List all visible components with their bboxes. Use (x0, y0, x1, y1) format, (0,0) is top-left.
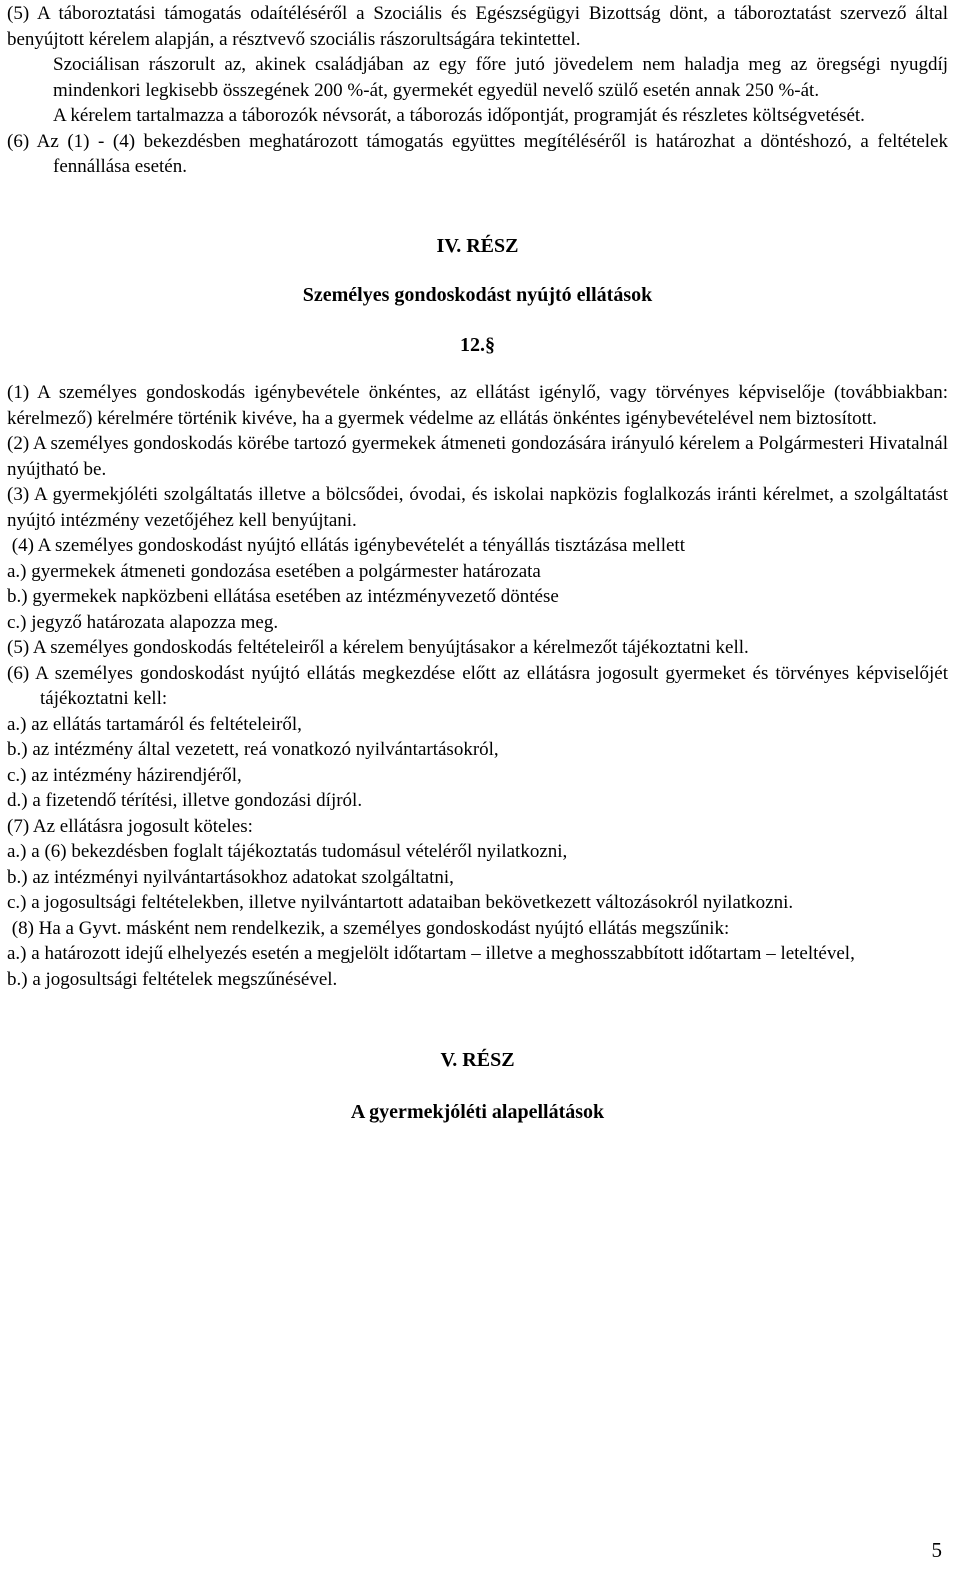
s12-p6-item-b: b.) az intézmény által vezetett, reá vonatkozó nyilvántartásokról, (7, 739, 499, 760)
s12-p4-item-b: b.) gyermekek napközbeni ellátása esetében az intézményvezető döntése (7, 586, 559, 607)
s12-p6-item-a: a.) az ellátás tartamáról és feltételeiről, (7, 713, 302, 735)
s12-p6-item-d: d.) a fizetendő térítési, illetve gondozási díjról. (7, 790, 363, 811)
section-12-heading: 12.§ (460, 333, 495, 356)
s12-paragraph-4-intro: (4) A személyes gondoskodást nyújtó ellátás igénybevételét a tényállás tisztázása mellett (7, 535, 685, 556)
s12-p8-item-a: a.) a határozott idejű elhelyezés esetén a megjelölt időtartam – illetve a meghosszabbított időtartam – leteltével, (7, 943, 855, 964)
paragraph-6-joint-support: (6) Az (1) - (4) bekezdésben meghatározott támogatás együttes megítéléséről is határozhat a döntéshozó, a feltételek fennállása esetén. (7, 130, 948, 177)
s12-p4-item-c: c.) jegyző határozata alapozza meg. (7, 611, 279, 633)
s12-p8-item-b: b.) a jogosultsági feltételek megszűnésével. (7, 968, 338, 990)
s12-p7-item-a: a.) a (6) bekezdésben foglalt tájékoztatás tudomásul vételéről nyilatkozni, (7, 841, 568, 862)
s12-p4-item-a: a.) gyermekek átmeneti gondozása esetében a polgármester határozata (7, 560, 541, 582)
s12-p6-item-c: c.) az intézmény házirendjéről, (7, 764, 242, 786)
paragraph-social-need: Szociálisan rászorult az, akinek családjában az egy főre jutó jövedelem nem haladja meg az öregségi nyugdíj mindenkori legkisebb összegének 200 %-át, gyermekét egyedül nevelő szülő esetén annak 250 %-át. (53, 54, 948, 101)
page-number: 5 (931, 1537, 942, 1562)
s12-paragraph-1: (1) A személyes gondoskodás igénybevétele önkéntes, az ellátást igénylő, vagy törvényes képviselője (továbbiakban: kérelmező) kérelmére történik kivéve, ha a gyermek védelme az ellátás önkéntes igénybevételével nem biztosított. (7, 382, 948, 429)
s12-paragraph-8-intro: (8) Ha a Gyvt. másként nem rendelkezik, a személyes gondoskodást nyújtó ellátás megszűnik: (7, 917, 730, 939)
document-body (7, 0, 948, 1125)
s12-paragraph-7-intro: (7) Az ellátásra jogosult köteles: (7, 815, 253, 837)
part-5-subtitle: A gyermekjóléti alapellátások (350, 1100, 605, 1123)
part-4-subtitle: Személyes gondoskodást nyújtó ellátások (302, 284, 653, 306)
part-4-title: IV. RÉSZ (436, 234, 519, 257)
s12-p7-item-c: c.) a jogosultsági feltételekben, illetve nyilvántartott adataiban bekövetkezett változásokról nyilatkozni. (7, 892, 794, 913)
s12-paragraph-2: (2) A személyes gondoskodás körébe tartozó gyermekek átmeneti gondozására irányuló kérelem a Polgármesteri Hivatalnál nyújtható be. (7, 433, 948, 480)
s12-paragraph-6-intro: (6) A személyes gondoskodást nyújtó ellátás megkezdése előtt az ellátásra jogosult gyermeket és törvényes képviselőjét tájékoztatni kell: (7, 662, 948, 709)
s12-paragraph-3: (3) A gyermekjóléti szolgáltatás illetve a bölcsődei, óvodai, és iskolai napközis foglalkozás iránti kérelmet, a szolgáltatást nyújtó intézmény vezetőjéhez kell benyújtani. (7, 484, 948, 531)
s12-p7-item-b: b.) az intézményi nyilvántartásokhoz adatokat szolgáltatni, (7, 866, 454, 888)
paragraph-5-camp-support: (5) A táboroztatási támogatás odaítéléséről a Szociális és Egészségügyi Bizottság dönt, a táboroztatást szervező által benyújtott kérelem alapján, a résztvevő szociális rászorultságára tekintettel. (7, 3, 948, 50)
part-5-title: V. RÉSZ (440, 1049, 515, 1071)
s12-paragraph-5: (5) A személyes gondoskodás feltételeiről a kérelem benyújtásakor a kérelmezőt tájékoztatni kell. (7, 637, 749, 658)
paragraph-request-contents: A kérelem tartalmazza a táborozók névsorát, a táborozás időpontját, programját és részletes költségvetését. (53, 105, 865, 126)
